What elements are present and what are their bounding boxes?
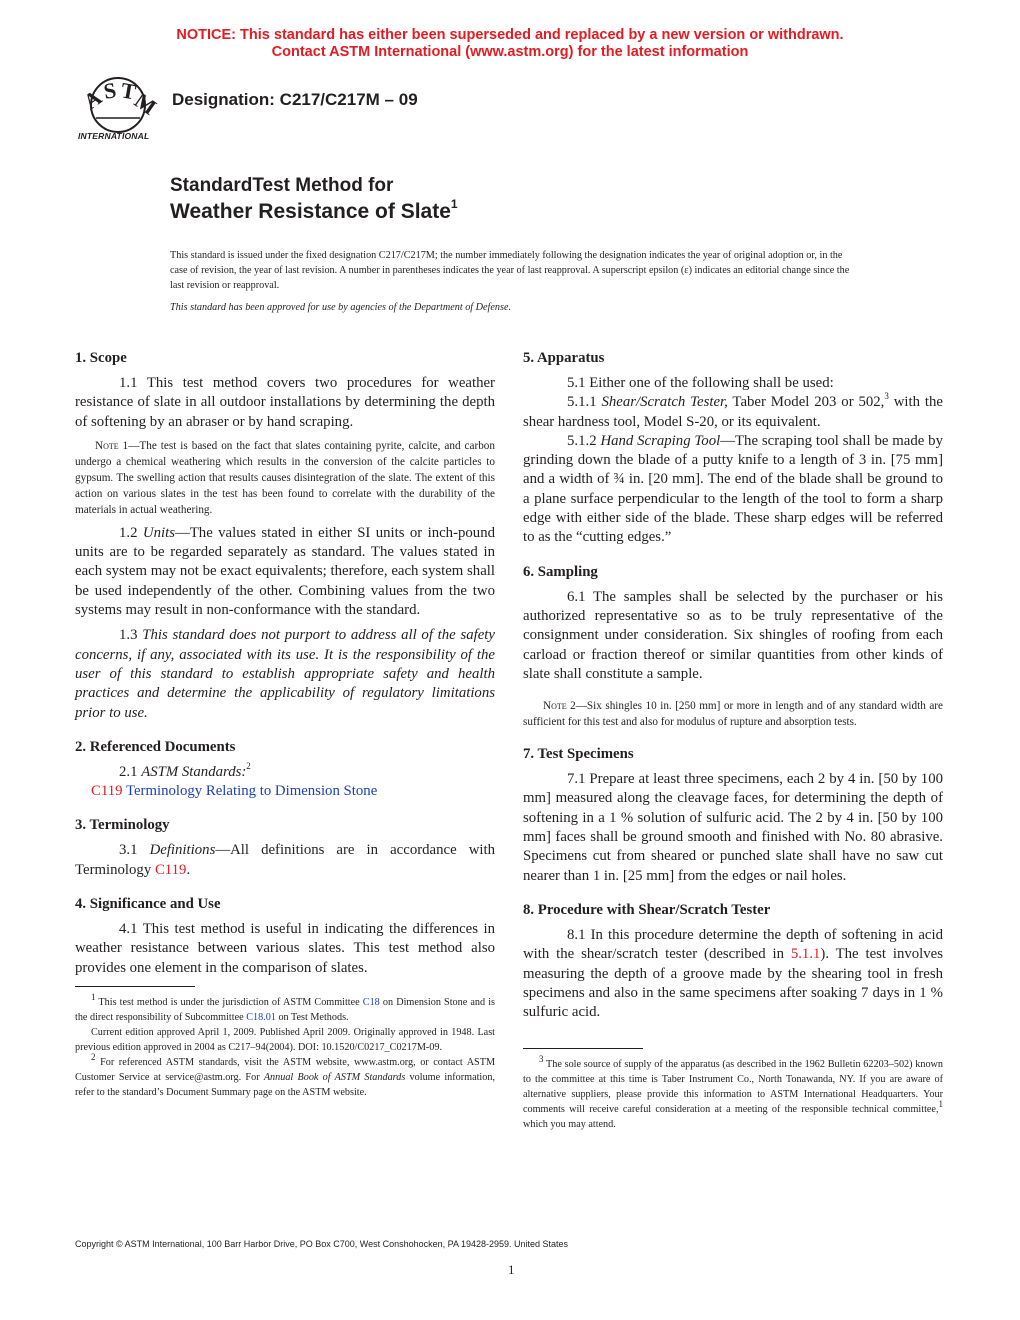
footnote-edition: Current edition approved April 1, 2009. Published April 2009. Originally approved in 1948. Last previous edition approved in 2004 as C217–94(2004). DOI: 10.1520/C0217_C0217M-09. — [75, 1026, 495, 1053]
footnote-divider — [75, 986, 195, 987]
footnote-2 — [75, 1051, 495, 1100]
svg-text:M: M — [129, 87, 162, 120]
paragraph-2-1 — [75, 760, 495, 782]
section-heading: 6. Sampling — [523, 563, 598, 580]
paragraph-4-1: 4.1 This test method is useful in indicating the differences in weather resistance between various slates. This test method also provides one element in the comparison of slates. — [75, 921, 495, 976]
para-text: Taber Model 203 or 502, — [727, 394, 885, 411]
section-apparatus — [523, 348, 943, 548]
paragraph-5-1: 5.1 Either one of the following shall be used: — [567, 375, 834, 391]
designation: Designation: C217/C217M – 09 — [172, 90, 418, 109]
para-number: 1.3 — [119, 627, 143, 644]
terminology-link[interactable]: C119 — [154, 861, 187, 878]
fn-text: volume information, refer to the standard’s Document Summary page on the ASTM website. — [75, 1071, 495, 1098]
left-column — [75, 348, 495, 1100]
page-number: 1 — [508, 1262, 515, 1277]
note-text: —The test is based on the fact that slates containing pyrite, calcite, and carbon undergo a chemical weathering which results in the conversion of the calcite particles to gypsum. The swelling action that results causes disintegration of the slate. The extent of this action on various slates in the test has been found to correlate with the durability of the materials in actual weathering. — [75, 439, 495, 516]
paragraph-1-2 — [75, 524, 495, 620]
svg-text:S: S — [101, 77, 119, 104]
para-end: . — [186, 861, 191, 878]
svg-text:T: T — [119, 77, 138, 105]
section-sampling — [523, 562, 943, 730]
para-number: 2.1 — [119, 763, 142, 780]
paragraph-3-1 — [75, 841, 495, 880]
para-number: 5.1.2 — [567, 432, 601, 449]
footnote-number: 3 — [539, 1054, 544, 1065]
right-column — [523, 348, 943, 1132]
note-2 — [523, 698, 943, 730]
section-heading: 3. Terminology — [75, 817, 170, 834]
footnote-mark[interactable]: 3 — [884, 391, 889, 402]
section-heading: 8. Procedure with Shear/Scratch Tester — [523, 901, 771, 918]
logo-international-text: INTERNATIONAL — [78, 131, 150, 141]
para-number: 3.1 — [119, 842, 150, 859]
subcommittee-link[interactable]: C18.01 — [246, 1011, 276, 1023]
title-line-2 — [170, 199, 458, 224]
para-italic-text: This standard does not purport to address all of the safety concerns, if any, associated with its use. It is the responsibility of the user of this standard to establish appropriate safety and health practices and determine the applicability of regulatory limitations prior to use. — [75, 627, 495, 721]
footnote-number: 1 — [91, 991, 96, 1002]
para-text: ). The test involves measuring the depth of a groove made by the shearing tool in fresh specimens and also in the same specimens after soaking 7 days in 1 % sulfuric acid. — [523, 946, 943, 1021]
footnote-number: 2 — [91, 1051, 96, 1062]
paragraph-5-1-2 — [523, 432, 943, 548]
section-heading: 1. Scope — [75, 350, 127, 366]
section-procedure — [523, 900, 943, 1022]
para-text: 8.1 In this procedure determine the depth of softening in acid with the shear/scratch tester (described in — [523, 926, 943, 963]
withdrawal-notice — [0, 27, 1020, 61]
fn-text: For referenced ASTM standards, visit the ASTM website, www.astm.org, or contact ASTM Customer Service at service@astm.org. For — [75, 1056, 495, 1083]
paragraph-5-1-1 — [523, 393, 943, 432]
para-italic-label: Hand Scraping Tool — [600, 432, 721, 449]
footnote-mark[interactable]: 2 — [246, 760, 251, 771]
footnote-3 — [523, 1054, 943, 1132]
section-significance — [75, 894, 495, 978]
section-ref-link[interactable]: 5.1.1 — [790, 946, 821, 963]
section-test-specimens — [523, 744, 943, 886]
section-heading: 5. Apparatus — [523, 350, 605, 366]
fn-text: on Test Methods. — [275, 1011, 349, 1023]
fn-text: on Dimension Stone and is the direct responsibility of Subcommittee — [75, 996, 495, 1023]
ref-title-link[interactable]: Terminology Relating to Dimension Stone — [122, 783, 378, 800]
para-text: —All definitions are in accordance with Terminology — [75, 842, 495, 878]
section-heading: 7. Test Specimens — [523, 746, 634, 763]
paragraph-6-1: 6.1 The samples shall be selected by the purchaser or his authorized representative so as to be truly representative of the consignment under consideration. Six shingles of roofing from each carload or fraction thereof or similar quantities from other kinds of slate shall constitute a sample. — [523, 588, 943, 682]
note-label: Note 2 — [543, 700, 576, 713]
paragraph-8-1 — [523, 926, 943, 1022]
referenced-standard — [75, 782, 495, 801]
title-line-1: StandardTest Method for — [170, 175, 394, 196]
para-text: —The values stated in either SI units or inch-pound units are to be regarded separately as standard. The values stated in each system may not be exact equivalents; therefore, each system shall be used independently of the other. Combining values from the two systems may result in non-conformance with the standard. — [75, 524, 495, 619]
footnote-divider — [523, 1048, 643, 1049]
svg-text:A: A — [78, 84, 107, 115]
fn-text: This test method is under the jurisdiction of ASTM Committee — [95, 996, 363, 1008]
section-heading: 2. Referenced Documents — [75, 738, 236, 755]
para-text: with the shear hardness tool, Model S-20, or its equivalent. — [523, 394, 943, 430]
title-text: Weather Resistance of Slate — [170, 200, 451, 223]
ref-code-link[interactable]: C119 — [91, 783, 123, 800]
paragraph-1-3 — [75, 626, 495, 722]
section-terminology — [75, 815, 495, 880]
note-1 — [75, 438, 495, 518]
left-footnotes — [75, 991, 495, 1100]
para-italic-label: ASTM Standards: — [141, 763, 247, 780]
dod-approval-statement: This standard has been approved for use by agencies of the Department of Defense. — [170, 302, 512, 313]
notice-line-2: Contact ASTM International (www.astm.org) for the latest information — [271, 44, 749, 60]
para-italic-label: Units — [142, 524, 175, 541]
para-italic-label: Definitions — [149, 842, 216, 859]
fn-italic: Annual Book of ASTM Standards — [263, 1071, 406, 1083]
para-text: —The scraping tool shall be made by grinding down the blade of a putty knife to a length of 3 in. [75 mm] and a width of ¾ in. [20 mm]. The end of the blade shall be ground to a plane surface perpendicular to the length of the tool to form a sharp edge with either side of the blade. These sharp edges will be referred to as the “cutting edges.” — [523, 432, 943, 546]
note-label: Note 1 — [95, 439, 129, 452]
committee-link[interactable]: C18 — [362, 996, 380, 1008]
section-scope — [75, 348, 495, 723]
notice-line-1: NOTICE: This standard has either been superseded and replaced by a new version or withdrawn. — [176, 27, 844, 43]
para-italic-label: Shear/Scratch Tester, — [601, 394, 728, 411]
footnote-1 — [75, 991, 495, 1025]
issuance-statement: This standard is issued under the fixed designation C217/C217M; the number immediately following the designation indicates the year of original adoption or, in the case of revision, the year of last revision. A number in parentheses indicates the year of last reapproval. A superscript epsilon (ε) indicates an editorial change since the last revision or reapproval. — [170, 250, 850, 291]
copyright-line: Copyright © ASTM International, 100 Barr Harbor Drive, PO Box C700, West Conshohocken, PA 19428-2959. United States — [75, 1239, 569, 1249]
para-number: 1.2 — [119, 524, 143, 541]
paragraph-1-1: 1.1 This test method covers two procedures for weather resistance of slate in all outdoor installations by determining the depth of softening by an abraser or by hand scraping. — [75, 375, 495, 430]
para-number: 5.1.1 — [567, 394, 602, 411]
title-footnote-mark[interactable]: 1 — [450, 197, 458, 211]
paragraph-7-1: 7.1 Prepare at least three specimens, each 2 by 4 in. [50 by 100 mm] measured along the cleavage faces, for determining the depth of softening in a 1 % solution of sulfuric acid. The 2 by 4 in. [50 by 100 mm] faces shall be ground smooth and finished with No. 80 abrasive. Specimens cut from sheared or punched slate shall have no saw cut nearer than 1 in. [25 mm] from the edges or nail holes. — [523, 771, 943, 884]
section-heading: 4. Significance and Use — [75, 896, 221, 913]
fn-text: The sole source of supply of the apparatus (as described in the 1962 Bulletin 62203–502) known to the committee at this time is Taber Instrument Co., North Tonawanda, NY. If you are aware of alternative suppliers, please provide this information to ASTM International Headquarters. Your comments will receive careful consideration at a meeting of the responsible technical committee, — [523, 1059, 943, 1116]
note-text: —Six shingles 10 in. [250 mm] or more in length and of any standard width are sufficient for this test and also for modulus of rupture and absorption tests. — [523, 700, 943, 729]
footnote-mark[interactable]: 1 — [938, 1099, 943, 1110]
fn-text: which you may attend. — [523, 1119, 616, 1131]
section-referenced-documents — [75, 737, 495, 802]
